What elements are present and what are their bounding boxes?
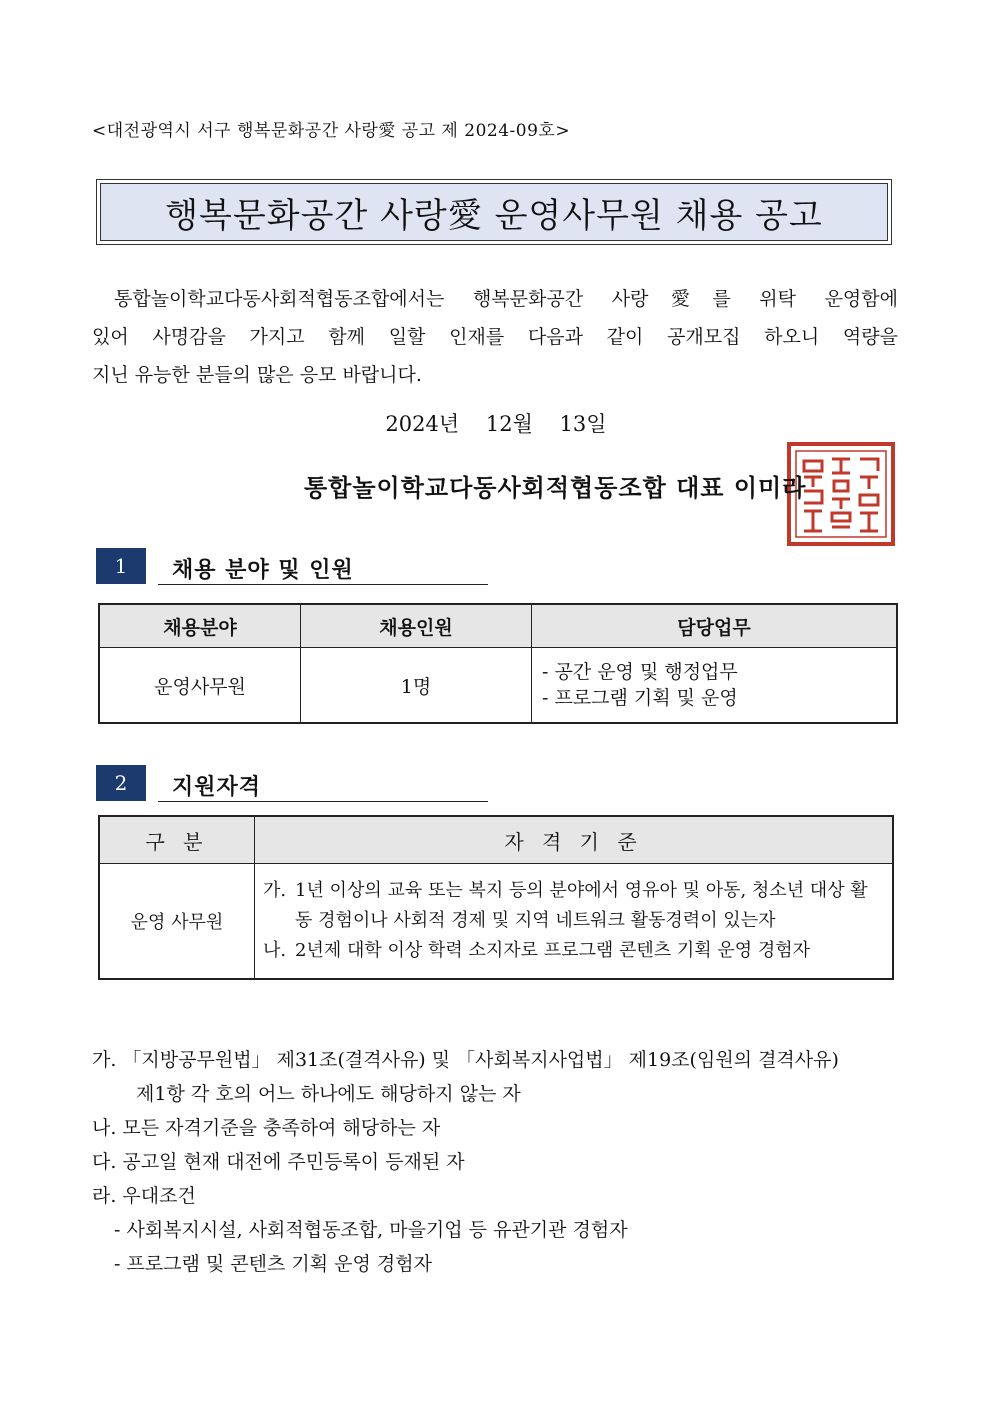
date-month: 12월 xyxy=(485,412,533,436)
eligibility-conditions xyxy=(92,1043,898,1281)
preference-item: - 프로그램 및 콘텐츠 기획 운영 경험자 xyxy=(114,1253,432,1275)
section1-underline xyxy=(158,584,488,585)
header-field: 채용분야 xyxy=(99,604,301,648)
table-row xyxy=(99,864,893,980)
intro-line: 있어 사명감을 가지고 함께 일할 인재를 다음과 같이 공개모집 하오니 역량을 xyxy=(92,326,898,348)
cell-duties xyxy=(532,648,898,724)
condition-ra: 라. 우대조건 xyxy=(92,1185,196,1207)
recruitment-table xyxy=(98,603,898,724)
criteria-text: 2년제 대학 이상 학력 소지자로 프로그램 콘텐츠 기획 운영 경험자 xyxy=(295,940,811,961)
header-count: 채용인원 xyxy=(301,604,532,648)
condition-ga: 가. 「지방공무원법」 제31조(결격사유) 및 「사회복지사업법」 제19조(임원의 결격사유) xyxy=(92,1049,839,1071)
criteria-item xyxy=(263,936,884,966)
condition-ga-cont: 제1항 각 호의 어느 하나에도 해당하지 않는 자 xyxy=(136,1083,521,1105)
header-criteria: 자 격 기 준 xyxy=(255,816,894,864)
page-title: 행복문화공간 사랑愛 운영사무원 채용 공고 xyxy=(100,183,888,241)
title-box xyxy=(96,179,892,245)
cell-category: 운영 사무원 xyxy=(99,864,255,980)
condition-da: 다. 공고일 현재 대전에 주민등록이 등재된 자 xyxy=(92,1151,465,1173)
criteria-item xyxy=(263,876,884,936)
preference-item: - 사회복지시설, 사회적협동조합, 마을기업 등 유관기관 경험자 xyxy=(114,1219,628,1241)
table-header-row xyxy=(99,816,893,864)
intro-line: 지닌 유능한 분들의 많은 응모 바랍니다. xyxy=(92,364,422,386)
section1-number: 1 xyxy=(96,548,146,584)
table-header-row xyxy=(99,604,897,648)
notice-date xyxy=(0,408,992,438)
duty-item: - 프로그램 기획 및 운영 xyxy=(542,687,738,709)
cell-field: 운영사무원 xyxy=(99,648,301,724)
criteria-label: 나. xyxy=(263,940,287,961)
notice-number: <대전광역시 서구 행복문화공간 사랑愛 공고 제 2024-09호> xyxy=(92,121,571,141)
organization-representative: 통합놀이학교다동사회적협동조합 대표 이미라 xyxy=(304,473,807,502)
condition-na: 나. 모든 자격기준을 충족하여 해당하는 자 xyxy=(92,1117,441,1139)
section2-number: 2 xyxy=(96,765,146,801)
section2-title: 지원자격 xyxy=(172,774,262,800)
date-day: 13일 xyxy=(559,412,607,436)
intro-line: 통합놀이학교다동사회적협동조합에서는 행복문화공간 사랑愛를 위탁 운영함에 xyxy=(114,288,898,310)
section2-underline xyxy=(158,801,488,802)
qualification-table xyxy=(98,815,894,980)
duty-item: - 공간 운영 및 행정업무 xyxy=(542,661,738,683)
criteria-text: 1년 이상의 교육 또는 복지 등의 분야에서 영유아 및 아동, 청소년 대상 활동 경험이나 사회적 경제 및 지역 네트워크 활동경력이 있는자 xyxy=(295,880,868,931)
intro-paragraph xyxy=(92,280,898,394)
header-category: 구 분 xyxy=(99,816,255,864)
cell-count: 1명 xyxy=(301,648,532,724)
date-year: 2024년 xyxy=(385,412,460,436)
section1-title: 채용 분야 및 인원 xyxy=(172,557,354,583)
criteria-label: 가. xyxy=(263,880,287,901)
table-row xyxy=(99,648,897,724)
cell-criteria xyxy=(255,864,894,980)
header-duties: 담당업무 xyxy=(532,604,898,648)
